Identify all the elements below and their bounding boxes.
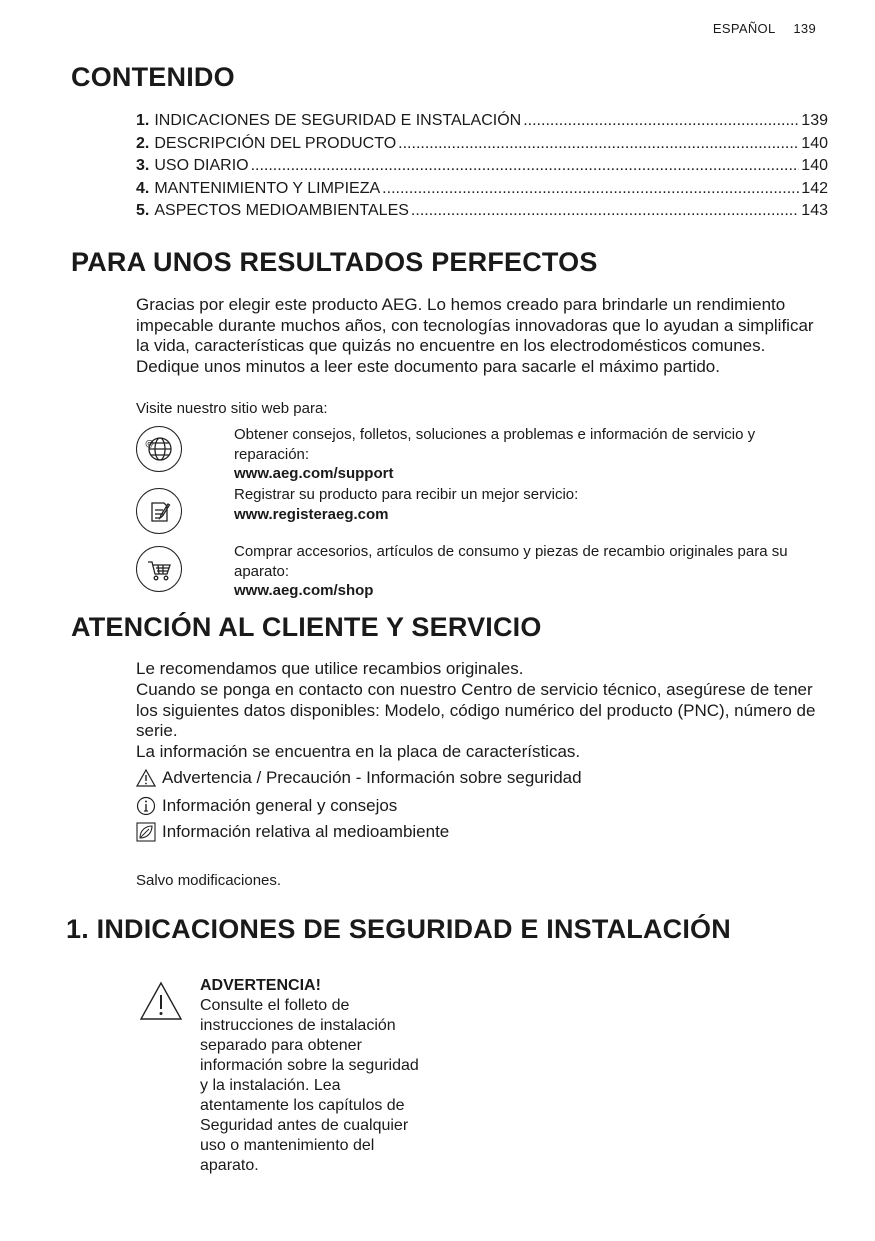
- toc-entry-label: ASPECTOS MEDIOAMBIENTALES: [154, 202, 409, 220]
- register-link[interactable]: www.registeraeg.com: [234, 505, 389, 523]
- toc-entry-page: 140: [801, 157, 828, 175]
- legend-environment: Información relativa al medioambiente: [136, 822, 449, 842]
- warning-body: Consulte el folleto de instrucciones de instalación separado para obtener información sobre la seguridad y la instalación. Lea atentamente los capítulos de Seguridad antes de cualquier uso o mantenimiento del aparato.: [200, 997, 419, 1174]
- subject-to-change-note: Salvo modificaciones.: [136, 872, 282, 889]
- toc-leader-dots: [251, 157, 800, 175]
- warning-icon: [136, 768, 156, 788]
- toc-entry-page: 142: [801, 179, 828, 197]
- toc-entry-page: 143: [801, 202, 828, 220]
- leaf-icon: [136, 822, 156, 842]
- table-of-contents: [136, 112, 828, 225]
- toc-entry[interactable]: 2. DESCRIPCIÓN DEL PRODUCTO ..... 140: [136, 135, 828, 158]
- original-parts-text: Le recomendamos que utilice recambios originales.: [136, 659, 524, 678]
- toc-entry[interactable]: 5. ASPECTOS MEDIOAMBIENTALES ..... 143: [136, 202, 828, 225]
- safety-section-title: 1. INDICACIONES DE SEGURIDAD E INSTALACIÓN: [66, 914, 731, 944]
- warning-icon: [138, 980, 184, 1022]
- support-link[interactable]: www.aeg.com/support: [234, 465, 394, 482]
- toc-entry-label: DESCRIPCIÓN DEL PRODUCTO: [154, 134, 397, 152]
- legend-warning: Advertencia / Precaución - Información sobre seguridad: [136, 768, 582, 788]
- globe-icon: [136, 426, 182, 472]
- registration-icon: [136, 488, 182, 534]
- info-icon: [136, 796, 156, 816]
- svg-text:@: @: [145, 439, 154, 449]
- toc-leader-dots: [382, 180, 799, 198]
- contents-title: CONTENIDO: [71, 62, 235, 92]
- toc-entry-label: USO DIARIO: [154, 157, 249, 175]
- toc-entry-label: INDICACIONES DE SEGURIDAD E INSTALACIÓN: [154, 112, 522, 129]
- language-label: ESPAÑOL: [712, 21, 776, 36]
- rating-plate-text: La información se encuentra en la placa de características.: [136, 742, 581, 761]
- service-register-text: Registrar su producto para recibir un mejor servicio: www.registeraeg.com: [234, 485, 824, 524]
- toc-entry-page: 140: [801, 134, 828, 152]
- legend-info: Información general y consejos: [136, 796, 397, 816]
- toc-leader-dots: [398, 135, 799, 153]
- toc-leader-dots: [411, 202, 799, 220]
- page-header: [713, 21, 816, 36]
- page-number: 139: [793, 21, 816, 36]
- toc-entry[interactable]: 4. MANTENIMIENTO Y LIMPIEZA ..... 142: [136, 180, 828, 203]
- toc-leader-dots: [523, 112, 799, 130]
- customer-service-title: ATENCIÓN AL CLIENTE Y SERVICIO: [71, 612, 542, 642]
- contact-info-text: Cuando se ponga en contacto con nuestro Centro de servicio técnico, asegúrese de tener los siguientes datos disponibles: Modelo, código numérico del producto (PNC), número de serie.: [136, 680, 816, 741]
- toc-entry-page: 139: [801, 112, 828, 129]
- perfect-results-title: PARA UNOS RESULTADOS PERFECTOS: [71, 247, 598, 277]
- toc-entry[interactable]: 3. USO DIARIO ..... 140: [136, 157, 828, 180]
- shop-link[interactable]: www.aeg.com/shop: [234, 582, 374, 599]
- service-support-text: Obtener consejos, folletos, soluciones a problemas e información de servicio y reparación: www.aeg.com/support: [234, 425, 824, 484]
- toc-entry[interactable]: 1. INDICACIONES DE SEGURIDAD E INSTALACIÓN ..... 139: [136, 112, 828, 135]
- intro-paragraph: Gracias por elegir este producto AEG. Lo hemos creado para brindarle un rendimiento impecable durante muchos años, con tecnologías innovadoras que lo ayudan a simplificar la vida, características que quizás no encuentre en los electrodomésticos comunes. Dedique unos minutos a leer este documento para sacarle el máximo partido.: [136, 295, 814, 376]
- service-shop-text: Comprar accesorios, artículos de consumo y piezas de recambio originales para su aparato: www.aeg.com/shop: [234, 542, 824, 601]
- warning-title: ADVERTENCIA!: [200, 977, 321, 994]
- warning-text: [200, 976, 430, 1176]
- shopping-cart-icon: [136, 546, 182, 592]
- toc-entry-label: MANTENIMIENTO Y LIMPIEZA: [154, 179, 381, 197]
- visit-website-text: Visite nuestro sitio web para:: [136, 400, 328, 417]
